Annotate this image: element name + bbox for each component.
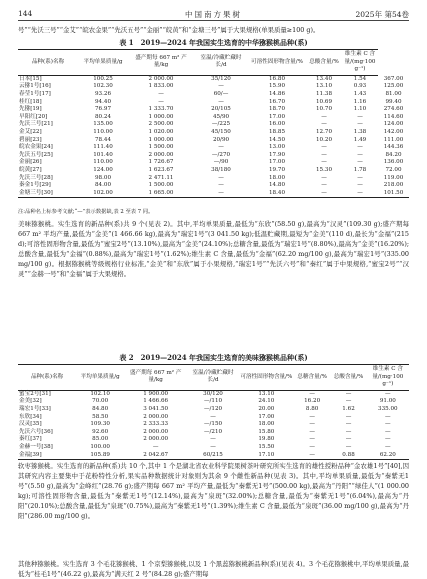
table-cell: —	[210, 413, 216, 420]
table-cell: —	[309, 421, 315, 428]
table-cell: 13.10	[315, 83, 332, 90]
cultivar-name-cell: 金美[32]	[19, 398, 42, 405]
table-cell: 10.70	[315, 106, 332, 113]
table-cell: 1 726.67	[148, 159, 174, 166]
table-cell: 17.90	[268, 151, 285, 158]
table-cell: 1.78	[353, 166, 367, 173]
table-cell: 10.20	[315, 136, 332, 143]
table-cell: 2 000.00	[143, 413, 169, 420]
table1-col-header: 平均单果质量/g	[78, 50, 128, 76]
table-cell: —	[218, 144, 224, 151]
table-cell: 94.40	[94, 98, 111, 105]
table-cell: —	[357, 151, 363, 158]
table-cell: —	[321, 182, 327, 189]
table-cell: —	[321, 144, 327, 151]
cultivar-name-cell: 秦红[37]	[19, 436, 42, 443]
table-cell: 15.50	[258, 443, 275, 450]
table-cell: —	[385, 443, 391, 450]
table-cell: 10.69	[315, 98, 332, 105]
table-row	[18, 406, 409, 414]
table-cell: 16.00	[268, 121, 285, 128]
table-cell: —	[210, 443, 216, 450]
table-row	[18, 159, 409, 167]
cultivar-name-cell: 日本[15]	[19, 75, 42, 82]
table-cell: —	[345, 443, 352, 450]
intro-line: 号”“先沃三号”“金艾”“皖农金果”“先沃五号”“金丽”“皖黄”和“金塘三号”属于大果规格(单果质量≥100 g)。	[18, 26, 320, 34]
table-cell: 84.20	[385, 151, 402, 158]
table-cell: 218.00	[383, 182, 404, 189]
cultivar-name-cell: 早阳红[20]	[19, 113, 48, 120]
cultivar-name-cell: 先沃三号[21]	[19, 121, 53, 128]
table-cell: 11.38	[315, 90, 332, 97]
table-row	[18, 137, 409, 145]
table1-col-header: 总酸含量/%	[306, 50, 342, 76]
cultivar-name-cell: 先沃三号[28]	[19, 174, 53, 181]
table-cell: 274.60	[383, 106, 404, 113]
table1-col-header: 品种(系)名称	[18, 50, 78, 76]
table-cell: —	[385, 428, 391, 435]
table-row	[18, 167, 409, 175]
table-cell: 0.88	[330, 452, 366, 460]
table-row	[18, 421, 409, 429]
table-cell: 17.00	[268, 113, 285, 120]
table-cell: 45/150	[211, 128, 231, 135]
table-cell: —	[342, 190, 378, 198]
table-cell: 2 000.00	[143, 436, 169, 443]
table-cell: 13.00	[268, 144, 285, 151]
table-cell: —	[321, 151, 327, 158]
table-cell: 1.43	[353, 90, 367, 97]
table-cell: 109.30	[90, 421, 110, 428]
table-cell: 14.86	[268, 90, 285, 97]
cultivar-name-cell: 金赫一号[38]	[19, 443, 53, 450]
table-row	[18, 444, 409, 452]
table-cell: —	[357, 113, 363, 120]
table-cell: —	[309, 428, 315, 435]
table-cell: —	[345, 428, 352, 435]
table2	[18, 364, 409, 460]
table-cell: 14.50	[268, 136, 285, 143]
table-cell: 101.50	[378, 190, 409, 198]
table-cell: 62.20	[367, 452, 409, 460]
table1	[18, 49, 409, 198]
table-cell: 84.00	[94, 182, 111, 189]
cultivar-name-cell: 蜜宝2号[31]	[19, 390, 51, 397]
cultivar-name-cell: 碧丽[23]	[19, 136, 42, 143]
table2-caption: 表 2 2019—2024 年我国实生选育的美味猕猴桃品种(系)	[119, 353, 308, 362]
table-cell: —	[309, 436, 315, 443]
table-cell: —	[357, 121, 363, 128]
table-cell: 92.60	[92, 428, 109, 435]
table-cell: 335.00	[378, 405, 398, 412]
paragraph-actinidia-arguta: 软枣猕猴桃。实生选育的新品种(系)共 10 个,其中 1 个是湖北省农业科学院果树茶叶研究所实生选育的雄性授粉品种“金农雄1号”[40],因其研究内容主要集中于花粉特性分析,果实品种数据统计对象则为其余 9 个雌性新品种(见表 3)。其中,平均单果质量,最低为“秦紫无1号”(5.50 g),最高为“金峰红”(28.76 g);盛产期每 667 m² 平均产量,最低为“秦紫无1号”(500.00 kg),最高为“丹阳”“绿佳人”(1 000.00 kg);可溶性固形物含量,最低为“秦紫无1号”(12.14%),最高为“泉斑”(32.00%);总糖含量,最低为“秦紫无1号”(6.04%),最高为“丹阳”(20.10%);总酸含量,最低为“泉斑”(0.75%),最高为“秦紫无1号”(1.39%);维生素 C 含量,最低为“泉斑”(36.00 mg/100 g),最高为“丹阳”(286.00 mg/100 g)。	[18, 462, 409, 521]
table-cell: 60/—	[213, 90, 229, 97]
table-row	[18, 91, 409, 99]
table-cell: —	[294, 452, 331, 460]
table-cell: 1 500.00	[148, 144, 174, 151]
table-cell: 142.00	[383, 128, 404, 135]
table-cell: 13.10	[258, 390, 275, 397]
page-number: 144	[18, 9, 33, 18]
table-cell: —/225	[211, 121, 231, 128]
table-cell: 111.40	[93, 144, 113, 151]
table-cell: —	[345, 421, 352, 428]
table-row	[18, 114, 409, 122]
table-cell: —/150	[203, 421, 223, 428]
table2-col-header: 室温/冷藏贮藏时长/d	[187, 365, 239, 391]
cultivar-name-cell: 东欣[34]	[19, 413, 42, 420]
journal-name: 中国南方果树	[185, 10, 242, 19]
table-cell: 102.30	[93, 83, 113, 90]
table2-col-header: 维生素 C 含量/(mg·100 g⁻¹)	[367, 365, 409, 391]
table-cell: 18.70	[268, 106, 285, 113]
table-cell: 2 000.00	[148, 151, 174, 158]
table-cell: 60/215	[187, 452, 239, 460]
cultivar-name-cell: 金福[39]	[18, 452, 76, 460]
table-row	[18, 99, 409, 107]
table-cell: 2 471.11	[148, 174, 174, 181]
table-cell: 76.97	[94, 106, 111, 113]
table-row	[18, 129, 409, 137]
table-cell: —	[385, 421, 391, 428]
table-cell: 38/180	[211, 166, 231, 173]
table-cell: 98.00	[94, 174, 111, 181]
table-cell: 2 500.00	[148, 121, 174, 128]
table-cell: 18.00	[258, 421, 275, 428]
cultivar-name-cell: 云猕1号[16]	[19, 83, 51, 90]
table-cell: 14.80	[268, 182, 285, 189]
table-cell: 72.00	[385, 166, 402, 173]
table1-col-header: 可溶性固形物含量/%	[248, 50, 306, 76]
table2-col-header: 品种(系)名称	[18, 365, 76, 391]
table-cell: —	[194, 190, 248, 198]
table-cell: —	[321, 121, 327, 128]
table-cell: 3 041.50	[143, 405, 169, 412]
table-row	[18, 121, 409, 129]
table-cell: 20.00	[258, 405, 275, 412]
table-cell: 136.00	[383, 159, 404, 166]
table-cell: 1 333.70	[148, 106, 174, 113]
table-cell: 17.00	[258, 413, 275, 420]
table-cell: 105.89	[76, 452, 124, 460]
cultivar-name-cell: 先沃六号[36]	[19, 428, 53, 435]
table-cell: —	[321, 113, 327, 120]
table-cell: 19.70	[268, 166, 285, 173]
table-cell: 1 665.00	[128, 190, 194, 198]
table-cell: 135.00	[93, 121, 113, 128]
cultivar-name-cell: 先猕[19]	[19, 106, 42, 113]
table-cell: —	[321, 159, 327, 166]
table-cell: —	[210, 436, 216, 443]
table-cell: 18.40	[248, 190, 306, 198]
table-row	[18, 390, 409, 398]
paragraph-actinidia-deliciosa: 美味猕猴桃。实生选育的新品种(系)共 9 个(见表 2)。其中,平均单果质量,最低为“东欣”(58.50 g),最高为“汉灵”(109.30 g);盛产期每 667 m² 平均产量,最低为“金美”(1 466.66 kg),最高为“瑞宏1号”(3 041.50 kg);低温贮藏期,最短为“金美”(110 d),最长为“金福”(215 d);可溶性固形物含量,最低为“蜜宝2号”(13.10%),最高为“金美”(24.10%);总糖含量,最低为“瑞宏1号”(8.80%),最高为“金美”(16.20%);总酸含量,最低为“金福”(0.88%),最高为“瑞宏1号”(1.62%);维生素 C 含量,最低为“金福”(62.20 mg/100 g),最高为“瑞宏1号”(335.00 mg/100 g)。根据猕猴桃等级规格行业标准,“金美”和“东欣”属于小果规格,“瑞宏1号”“先沃六号”和“秦红”属于中果规格,“蜜宝2号”“汉灵”“金赫一号”和“金福”属于大果规格。	[18, 220, 409, 279]
table-cell: 1 833.00	[148, 83, 174, 90]
table-cell: 8.80	[305, 405, 319, 412]
table-row	[18, 152, 409, 160]
table-cell: 1.62	[342, 405, 355, 412]
table-cell: 16.20	[304, 398, 321, 405]
table-row	[18, 398, 409, 406]
table-cell: 1 500.00	[148, 182, 174, 189]
cultivar-name-cell: 金塘三号[30]	[18, 190, 78, 198]
table2-col-header: 平均单果质量/g	[76, 365, 124, 391]
table-cell: —	[357, 144, 363, 151]
table-cell: —/90	[213, 159, 229, 166]
cultivar-name-cell: 汉灵[35]	[19, 421, 42, 428]
table-cell: 85.00	[92, 436, 109, 443]
table-cell: 1 623.67	[148, 166, 174, 173]
table-cell: 1 466.66	[143, 398, 169, 405]
cultivar-name-cell: 先沃五号[25]	[19, 151, 53, 158]
table-cell: 1.54	[353, 75, 367, 82]
table-cell: —	[345, 436, 352, 443]
table-cell: 1.49	[353, 136, 367, 143]
table-cell: 18.00	[268, 174, 285, 181]
table-cell: 15.80	[258, 428, 275, 435]
table-cell: 1.38	[353, 128, 367, 135]
table-cell: 1.10	[353, 106, 367, 113]
table-cell: —	[345, 413, 352, 420]
table-cell: 20/90	[212, 136, 230, 143]
table-cell: 110.00	[93, 128, 113, 135]
table-cell: —	[218, 83, 224, 90]
table2-header-row	[18, 365, 409, 391]
table-cell: 1 900.00	[143, 390, 169, 397]
table-cell: 101.40	[93, 151, 113, 158]
table-cell: —	[158, 98, 164, 105]
table-cell: 17.00	[268, 159, 285, 166]
table-cell: 1 000.00	[148, 136, 174, 143]
cultivar-name-cell: 秦金1号[29]	[19, 182, 51, 189]
table1-col-header: 维生素 C 含量/(mg·100 g⁻¹)	[342, 50, 378, 76]
table-row	[18, 75, 409, 83]
table-cell: 0.93	[353, 83, 367, 90]
table2-col-header: 盛产期每 667 m² 产量/kg	[124, 365, 187, 391]
table-cell: 2 000.00	[143, 428, 169, 435]
table-cell: 81.00	[385, 90, 402, 97]
table-cell: —	[158, 90, 164, 97]
table-cell: 1 000.00	[148, 113, 174, 120]
table-row	[18, 190, 409, 198]
table-cell: 24.10	[258, 398, 275, 405]
table-row	[18, 83, 409, 91]
table-cell: 111.00	[383, 136, 404, 143]
table-cell: 16.80	[268, 75, 285, 82]
cultivar-name-cell: 春莹1号[17]	[19, 90, 51, 97]
table-cell: 13.40	[315, 75, 332, 82]
table2-col-header: 可溶性固形物含量/%	[239, 365, 294, 391]
table1-col-header: 盛产期每 667 m² 产量/kg	[128, 50, 194, 76]
table-cell: 17.10	[239, 452, 294, 460]
table-cell: —	[357, 159, 363, 166]
table-cell: 1.16	[353, 98, 367, 105]
table-cell: 2 042.67	[124, 452, 187, 460]
table-cell: 100.25	[93, 75, 113, 82]
table-row	[18, 414, 409, 422]
cultivar-name-cell: 瑞宏1号[33]	[19, 405, 51, 412]
table-cell: —/120	[203, 405, 223, 412]
table-cell: —/210	[203, 428, 223, 435]
table-cell: 367.00	[383, 75, 404, 82]
table-row	[18, 452, 409, 460]
table-row	[18, 429, 409, 437]
table-cell: 99.40	[385, 98, 402, 105]
table-cell: —	[357, 182, 363, 189]
table-cell: 119.00	[383, 174, 404, 181]
table-cell: 12.70	[315, 128, 332, 135]
table-cell: —	[306, 190, 342, 198]
running-header	[18, 6, 409, 21]
table-cell: 45/90	[212, 113, 230, 120]
cultivar-name-cell: 金丽[26]	[19, 159, 42, 166]
table-cell: 1 020.00	[148, 128, 174, 135]
table-cell: 102.00	[78, 190, 128, 198]
table-cell: 16.70	[268, 98, 285, 105]
cultivar-name-cell: 皖农金果[24]	[19, 144, 53, 151]
cultivar-name-cell: 桂红[18]	[19, 98, 42, 105]
table-cell: 20/105	[211, 106, 231, 113]
table2-col-header: 总糖含量/%	[294, 365, 331, 391]
table-row	[18, 106, 409, 114]
table-cell: 58.50	[92, 413, 109, 420]
table-cell: 124.00	[93, 166, 113, 173]
year-volume: 2025年 第54卷	[355, 10, 409, 19]
table1-header-row	[18, 50, 409, 76]
table-cell: —	[385, 413, 391, 420]
table-cell: —	[345, 390, 352, 397]
table-cell: —	[309, 443, 315, 450]
table-cell: 30/120	[203, 390, 223, 397]
table-cell: 144.36	[383, 144, 404, 151]
table-cell: —	[385, 390, 391, 397]
table-row	[18, 144, 409, 152]
table1-note: 注:品种名上标参考文献;“—”表示数据缺,表 2 至表 7 同。	[18, 209, 154, 215]
table-cell: 2 000.00	[148, 75, 174, 82]
table-cell: 18.85	[268, 128, 285, 135]
table-cell: —	[309, 390, 315, 397]
table-cell: 102.10	[90, 390, 110, 397]
table-row	[18, 436, 409, 444]
table2-col-header: 总酸含量/%	[330, 365, 366, 391]
table-cell: 35/120	[211, 75, 231, 82]
table-cell: 124.00	[383, 121, 404, 128]
table1-caption: 表 1 2019—2024 年我国实生选育的中华猕猴桃品种(系)	[119, 38, 308, 47]
paragraph-other-species: 其他种猕猴桃。实生选育 3 个毛花猕猴桃、1 个京梨猕猴桃,以及 1 个黑蕊猕猴桃新品种(系)(见表 4)。3 个毛花猕猴桃中,平均单果质量,最低为“桂毛1号”(46.22 g),最高为“满天红 2 号”(84.28 g);盛产期每	[18, 560, 409, 579]
table-cell: 15.30	[315, 166, 332, 173]
table-cell: —	[321, 174, 327, 181]
table-cell: 15.90	[268, 83, 285, 90]
table-cell: 100.00	[90, 443, 110, 450]
table-cell: —	[357, 174, 363, 181]
table-row	[18, 182, 409, 190]
cultivar-name-cell: 皖黄[27]	[19, 166, 42, 173]
table1-col-header: 室温/冷藏贮藏时长/d	[194, 50, 248, 76]
table-cell: 125.00	[383, 83, 404, 90]
table-cell: 80.24	[94, 113, 111, 120]
table-cell: 70.00	[92, 398, 109, 405]
table-cell: —	[218, 174, 224, 181]
table-cell: —/110	[203, 398, 223, 405]
table-cell: 19.80	[258, 436, 275, 443]
table-cell: —	[152, 443, 159, 450]
table-cell: 78.44	[94, 136, 111, 143]
table-cell: —	[218, 182, 224, 189]
table-cell: —	[385, 436, 391, 443]
table-cell: —	[345, 398, 352, 405]
table-cell: —	[218, 98, 224, 105]
table-cell: 84.80	[92, 405, 109, 412]
table-cell: 91.00	[379, 398, 396, 405]
table-cell: 93.26	[94, 90, 111, 97]
cultivar-name-cell: 金艾[22]	[19, 128, 42, 135]
table-cell: 110.00	[93, 159, 113, 166]
table-row	[18, 175, 409, 183]
table-cell: —	[309, 413, 315, 420]
table-cell: 114.60	[383, 113, 404, 120]
table-cell: —/270	[211, 151, 231, 158]
table-cell: 2 333.33	[143, 421, 169, 428]
